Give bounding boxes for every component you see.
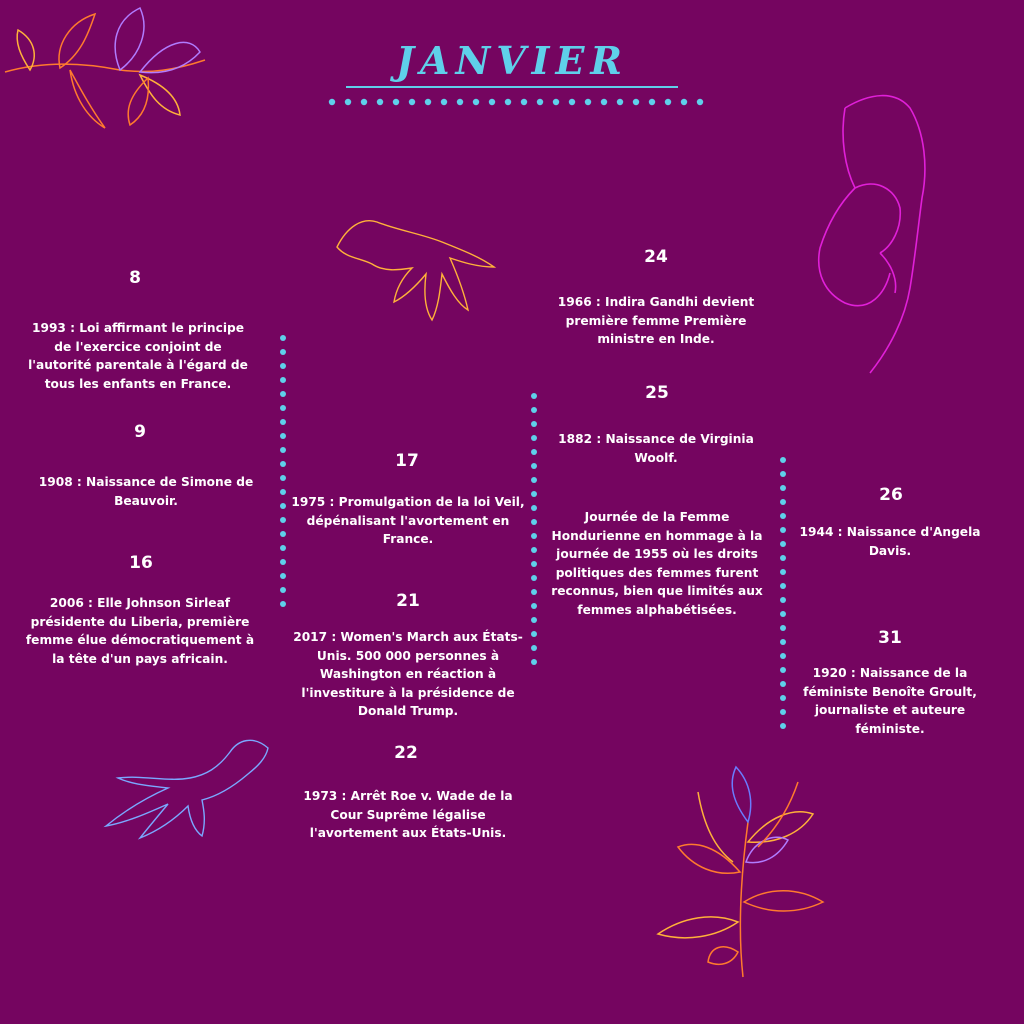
day-number: 24: [644, 247, 668, 267]
page-title: JANVIER: [396, 38, 628, 83]
event-text: 1920 : Naissance de la féministe Benoîte Groult, journaliste et auteure féministe.: [803, 666, 977, 736]
day-number: 31: [878, 628, 902, 648]
hand-line-art-icon: [332, 212, 502, 322]
event-text: Journée de la Femme Hondurienne en hommage à la journée de 1955 où les droits politiques des femmes furent reconnus, bien que limités aux femmes alphabétisées.: [551, 510, 763, 617]
flower-line-art-icon: [0, 0, 210, 140]
event-text: 1882 : Naissance de Virginia Woolf.: [558, 432, 754, 465]
title-underline: [346, 86, 678, 88]
day-number: 21: [396, 591, 420, 611]
day-number: 26: [879, 485, 903, 505]
event-text: 1973 : Arrêt Roe v. Wade de la Cour Suprême légalise l'avortement aux États-Unis.: [303, 789, 513, 840]
event-text: 1944 : Naissance d'Angela Davis.: [799, 525, 981, 558]
day-number: 16: [129, 553, 153, 573]
event-text: 1908 : Naissance de Simone de Beauvoir.: [38, 475, 254, 508]
day-number: 8: [129, 268, 141, 288]
column-divider: [278, 334, 288, 614]
day-number: 25: [645, 383, 669, 403]
hand-line-art-icon: [800, 88, 940, 378]
event-text: 1993 : Loi affirmant le principe de l'exercice conjoint de l'autorité parentale à l'égard de tous les enfants en France.: [28, 321, 248, 391]
day-number: 9: [134, 422, 146, 442]
event-text: 2006 : Elle Johnson Sirleaf présidente du Liberia, première femme élue démocratiquement à la tête d'un pays africain.: [25, 596, 255, 666]
event-text: 2017 : Women's March aux États- Unis. 500 000 personnes à Washington en réaction à l'investiture à la présidence de Donald Trump.: [293, 630, 523, 718]
day-number: 22: [394, 743, 418, 763]
flower-line-art-icon: [648, 762, 838, 982]
event-text: 1975 : Promulgation de la loi Veil, dépénalisant l'avortement en France.: [291, 495, 525, 546]
column-divider: [778, 456, 788, 736]
event-text: 1966 : Indira Gandhi devient première femme Première ministre en Inde.: [557, 295, 755, 346]
hand-line-art-icon: [98, 730, 273, 840]
day-number: 17: [395, 451, 419, 471]
title-dotted-divider: [326, 96, 706, 108]
